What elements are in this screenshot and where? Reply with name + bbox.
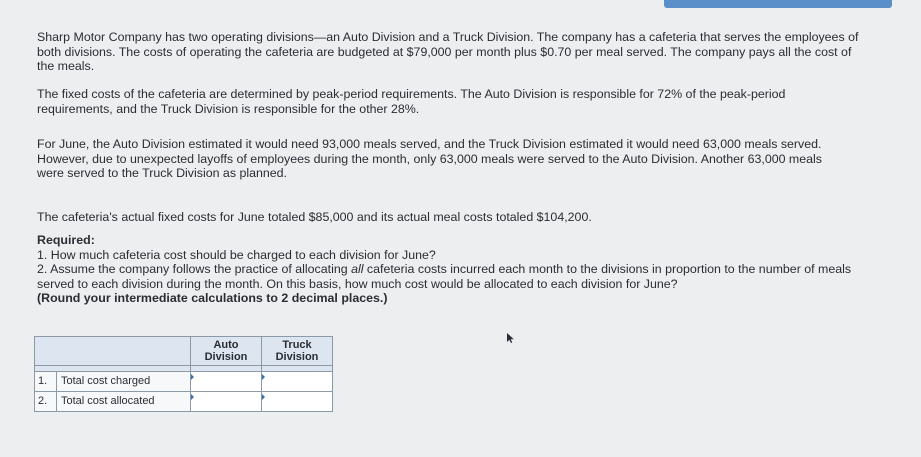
header-auto-division xyxy=(191,337,262,366)
header-auto-line-2: Division xyxy=(204,351,248,363)
input-marker-icon xyxy=(191,394,194,400)
header-truck-line-2: Division xyxy=(275,351,319,363)
row-label-total-cost-charged xyxy=(35,372,191,392)
required-question-2 xyxy=(37,262,877,291)
required-question-2-end: cafeteria costs incurred each month to the divisions in proportion to the number of meals served to each division during the month. On this basis, how much cost would be allocated to each division for June? xyxy=(37,262,852,291)
header-truck-line-1: Truck xyxy=(282,339,312,351)
auto-total-cost-allocated-input[interactable] xyxy=(191,392,261,411)
required-question-2-start: 2. Assume the company follows the practice of allocating xyxy=(37,262,352,276)
row-number: 1. xyxy=(35,372,57,391)
row-label-total-cost-allocated xyxy=(35,392,191,412)
auto-total-cost-allocated-cell xyxy=(191,392,262,412)
header-truck-division xyxy=(262,337,333,366)
top-accent-bar xyxy=(664,0,892,8)
required-title: Required: xyxy=(37,233,95,247)
required-question-1: 1. How much cafeteria cost should be charged to each division for June? xyxy=(37,247,436,262)
row-label-text: Total cost allocated xyxy=(61,395,155,407)
table-row xyxy=(35,372,333,392)
truck-total-cost-allocated-input[interactable] xyxy=(262,392,332,411)
arrow-cursor-icon xyxy=(507,333,515,343)
input-marker-icon xyxy=(191,374,194,380)
table-row xyxy=(35,392,333,412)
auto-total-cost-charged-cell xyxy=(191,372,262,392)
header-auto-line-1: Auto xyxy=(213,339,239,351)
truck-total-cost-allocated-cell xyxy=(262,392,333,412)
problem-paragraph-1: Sharp Motor Company has two operating divisions—an Auto Division and a Truck Division. The company has a cafeteria that serves the employees of both divisions. The costs of operating the cafeteria are budgeted at $79,000 per month plus $0.70 per meal served. The company pays all the cost of the meals. xyxy=(37,30,859,73)
required-question-2-emphasis: all xyxy=(351,262,364,276)
input-marker-icon xyxy=(262,374,265,380)
auto-total-cost-charged-input[interactable] xyxy=(191,372,261,391)
rounding-note: (Round your intermediate calculations to 2 decimal places.) xyxy=(37,291,388,305)
required-section xyxy=(37,233,877,306)
row-label-text: Total cost charged xyxy=(61,375,151,387)
problem-paragraph-4: The cafeteria's actual fixed costs for June totaled $85,000 and its actual meal costs totaled $104,200. xyxy=(37,210,592,224)
truck-total-cost-charged-input[interactable] xyxy=(262,372,332,391)
answer-table-header xyxy=(35,337,333,366)
problem-paragraph-3: For June, the Auto Division estimated it would need 93,000 meals served, and the Truck Division estimated it would need 63,000 meals served. However, due to unexpected layoffs of employees during the month, only 63,000 meals were served to the Auto Division. Another 63,000 meals were served to the Truck Division as planned. xyxy=(37,137,822,180)
input-marker-icon xyxy=(262,394,265,400)
answer-table xyxy=(34,336,333,412)
problem-paragraph-2: The fixed costs of the cafeteria are determined by peak-period requirements. The Auto Division is responsible for 72% of the peak-period requirements, and the Truck Division is responsible for the other 28%. xyxy=(37,87,786,116)
row-number: 2. xyxy=(35,392,57,411)
truck-total-cost-charged-cell xyxy=(262,372,333,392)
header-blank-cell xyxy=(35,337,191,366)
